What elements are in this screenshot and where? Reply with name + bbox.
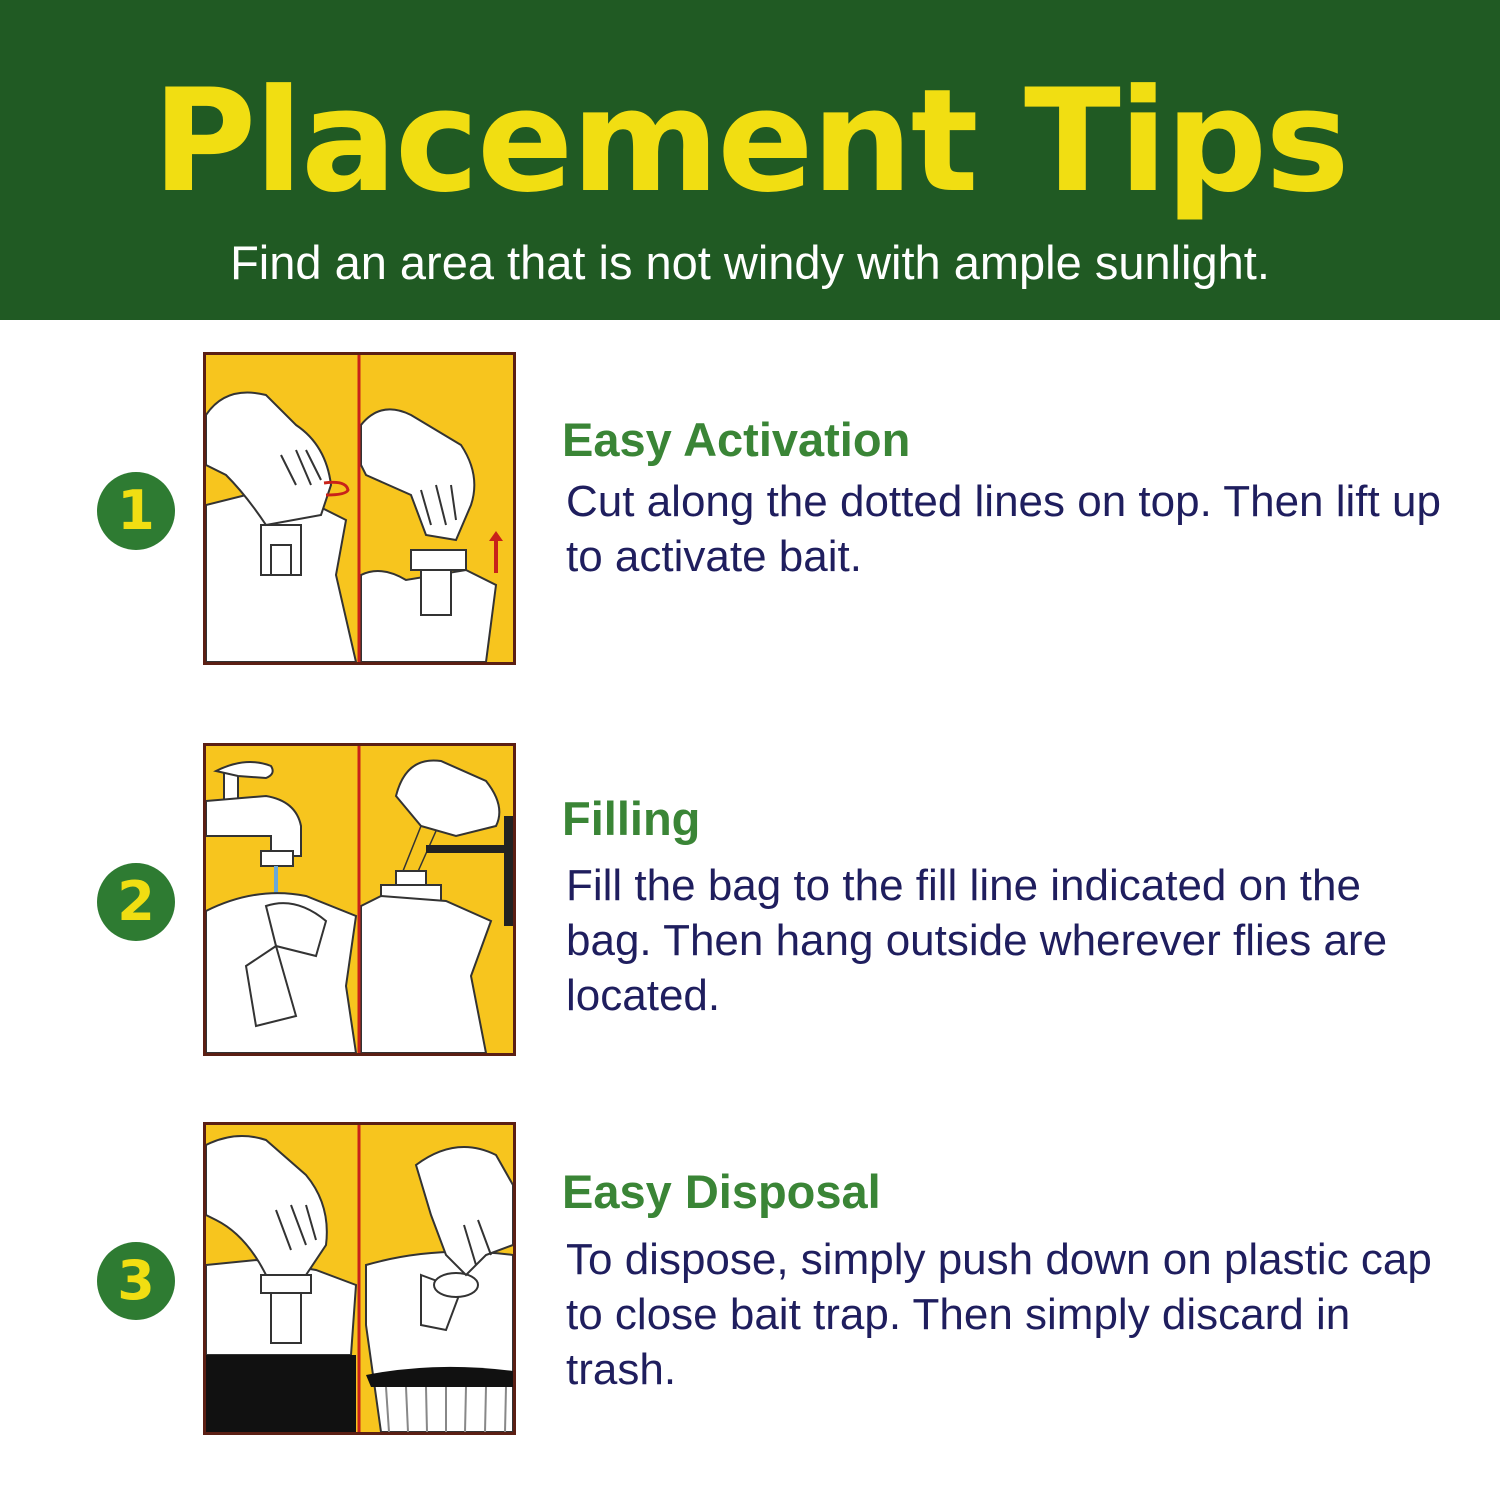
step-number-badge: 3 — [97, 1242, 175, 1320]
page-subtitle: Find an area that is not windy with ample sunlight. — [230, 236, 1270, 289]
step-2 — [0, 743, 1500, 1063]
step-description: Fill the bag to the fill line indicated on the bag. Then hang outside wherever flies are located. — [566, 861, 1388, 1020]
page-title: Placement Tips — [152, 59, 1348, 224]
step-1 — [0, 352, 1500, 672]
filling-illustration — [203, 743, 516, 1056]
step-description: Cut along the dotted lines on top. Then lift up to activate bait. — [566, 477, 1441, 581]
header-banner — [0, 0, 1500, 320]
filling-illustration-graphic — [206, 746, 513, 1053]
step-title: Easy Disposal — [562, 1165, 881, 1218]
step-title: Easy Activation — [562, 413, 911, 466]
step-number-badge: 1 — [97, 472, 175, 550]
activation-illustration-graphic — [206, 355, 513, 662]
step-number-badge: 2 — [97, 863, 175, 941]
step-3 — [0, 1122, 1500, 1442]
step-title: Filling — [562, 792, 701, 845]
disposal-illustration-graphic — [206, 1125, 513, 1432]
disposal-illustration — [203, 1122, 516, 1435]
step-description: To dispose, simply push down on plastic cap to close bait trap. Then simply discard in trash. — [566, 1235, 1432, 1394]
activation-illustration — [203, 352, 516, 665]
